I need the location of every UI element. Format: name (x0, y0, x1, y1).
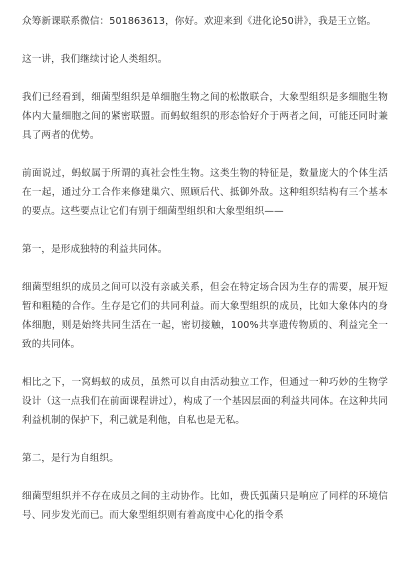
organization-types-paragraph: 我们已经看到，细菌型组织是单细胞生物之间的松散联合，大象型组织是多细胞生物体内大量细胞之间的紧密联盟。而蚂蚁组织的形态恰好介于两者之间，可能还同时兼具了两者的优势。 (22, 92, 388, 141)
point-one-heading: 第一，是形成独特的利益共同体。 (22, 244, 168, 255)
ant-colony-paragraph: 相比之下，一窝蚂蚁的成员，虽然可以自由活动独立工作，但通过一种巧妙的生物学设计（这一点我们在前面课程讲过），构成了一个基因层面的利益共同体。在这种共同利益机制的保护下，利己就是利他，自私也是无私。 (22, 377, 388, 426)
eusocial-paragraph: 前面说过，蚂蚁属于所谓的真社会性生物。这类生物的特征是，数量庞大的个体生活在一起，通过分工合作来修建巢穴、照顾后代、抵御外敌。这种组织结构有三个基本的要点。这些要点让它们有别于细菌型组织和大象型组织—— (22, 168, 388, 217)
self-organization-paragraph: 细菌型组织并不存在成员之间的主动协作。比如，费氏弧菌只是响应了同样的环境信号、同步发光而已。而大象型组织则有着高度中心化的指令系 (22, 491, 388, 521)
bacteria-elephant-comparison-paragraph: 细菌型组织的成员之间可以没有亲戚关系，但会在特定场合因为生存的需要，展开短暂和粗糙的合作。生存是它们的共同利益。而大象型组织的成员，比如大象体内的身体细胞，则是始终共同生活在一起，密切接触，100%共享遗传物质的、利益完全一致的共同体。 (22, 282, 388, 350)
point-two-heading: 第二，是行为自组织。 (22, 453, 119, 464)
lecture-topic-paragraph: 这一讲，我们继续讨论人类组织。 (22, 54, 168, 65)
intro-paragraph: 众筹新课联系微信：501863613，你好。欢迎来到《进化论50讲》，我是王立铭。 (22, 16, 377, 27)
